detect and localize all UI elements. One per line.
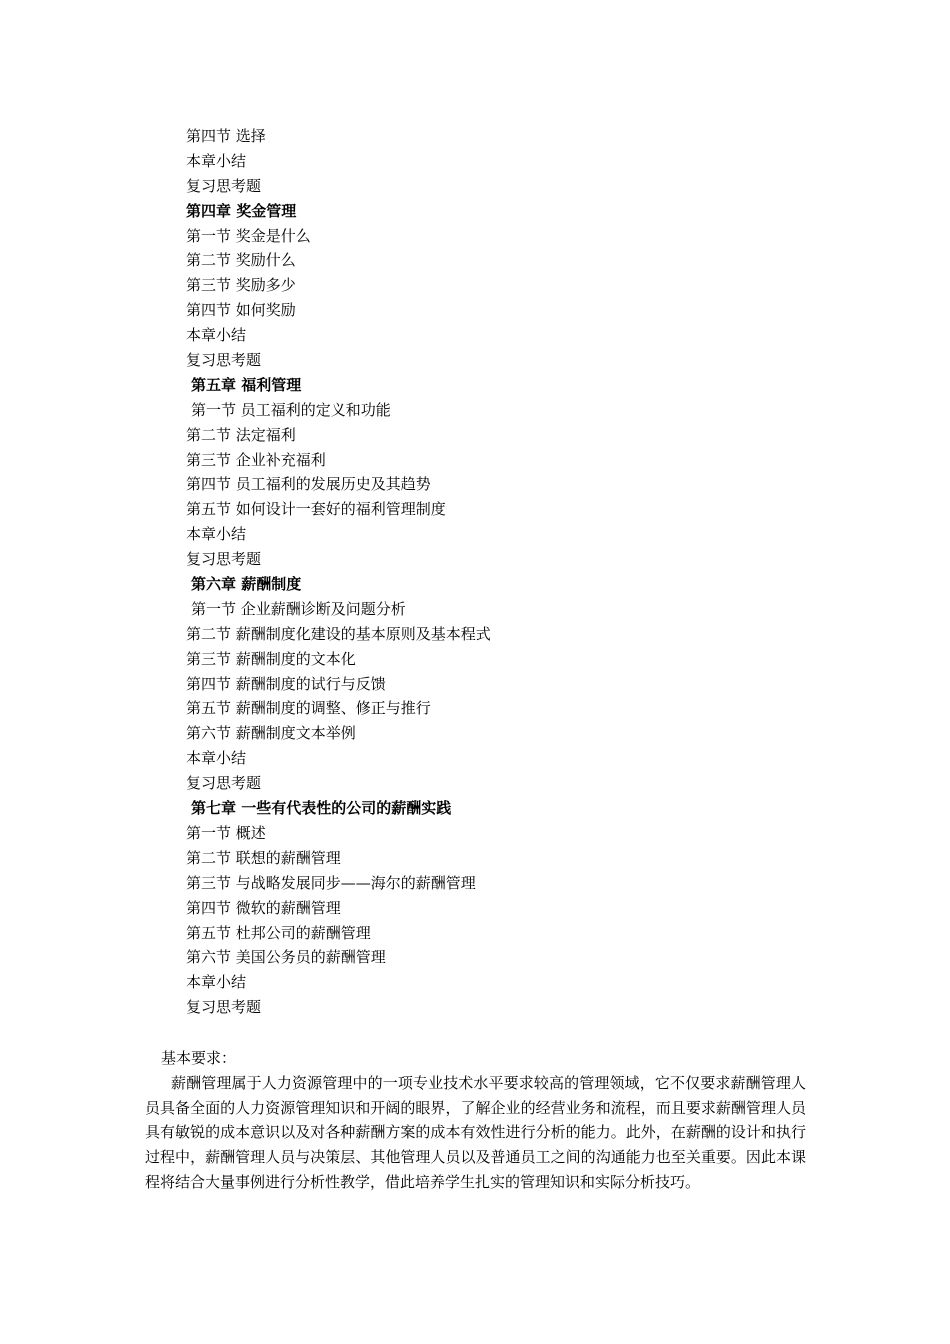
section-item: 第四节 员工福利的发展历史及其趋势 [186, 475, 431, 494]
table-of-contents [186, 124, 786, 1020]
section-item: 第五节 薪酬制度的调整、修正与推行 [186, 699, 431, 718]
section-item: 第一节 概述 [186, 823, 266, 842]
section-item: 第五节 杜邦公司的薪酬管理 [186, 923, 371, 942]
section-item: 本章小结 [186, 749, 247, 768]
section-item: 复习思考题 [186, 351, 262, 370]
basic-requirements [145, 1046, 806, 1195]
section-item: 第一节 奖金是什么 [186, 226, 311, 245]
section-item: 复习思考题 [186, 176, 262, 195]
section-item: 复习思考题 [186, 998, 262, 1017]
chapter-heading: 第六章 薪酬制度 [191, 575, 302, 594]
section-item: 第二节 奖励什么 [186, 251, 296, 270]
chapter-heading: 第四章 奖金管理 [186, 201, 297, 220]
section-item: 本章小结 [186, 973, 247, 992]
section-item: 第三节 企业补充福利 [186, 450, 326, 469]
section-item: 第二节 薪酬制度化建设的基本原则及基本程式 [186, 624, 491, 643]
section-item: 第一节 企业薪酬诊断及问题分析 [191, 599, 406, 618]
requirements-heading: 基本要求： [161, 1049, 237, 1067]
section-item: 第六节 薪酬制度文本举例 [186, 724, 356, 743]
section-item: 第三节 奖励多少 [186, 276, 296, 295]
section-item: 本章小结 [186, 151, 247, 170]
section-item: 第一节 员工福利的定义和功能 [191, 400, 391, 419]
section-item: 本章小结 [186, 525, 247, 544]
section-item: 第四节 微软的薪酬管理 [186, 898, 341, 917]
chapter-heading: 第五章 福利管理 [191, 375, 302, 394]
section-item: 复习思考题 [186, 774, 262, 793]
requirements-body: 薪酬管理属于人力资源管理中的一项专业技术水平要求较高的管理领域，它不仅要求薪酬管理人员具备全面的人力资源管理知识和开阔的眼界，了解企业的经营业务和流程，而且要求薪酬管理人员具有敏锐的成本意识以及对各种薪酬方案的成本有效性进行分析的能力。此外，在薪酬的设计和执行过程中，薪酬管理人员与决策层、其他管理人员以及普通员工之间的沟通能力也至关重要。因此本课程将结合大量事例进行分析性教学，借此培养学生扎实的管理知识和实际分析技巧。 [145, 1073, 806, 1191]
section-item: 复习思考题 [186, 550, 262, 569]
section-item: 第四节 薪酬制度的试行与反馈 [186, 674, 386, 693]
section-item: 第二节 法定福利 [186, 425, 296, 444]
section-item: 第三节 与战略发展同步——海尔的薪酬管理 [186, 873, 476, 892]
section-item: 第五节 如何设计一套好的福利管理制度 [186, 500, 446, 519]
section-item: 第四节 选择 [186, 127, 266, 145]
section-item: 本章小结 [186, 326, 247, 345]
section-item: 第三节 薪酬制度的文本化 [186, 649, 356, 668]
section-item: 第六节 美国公务员的薪酬管理 [186, 948, 386, 967]
section-item: 第四节 如何奖励 [186, 301, 296, 320]
section-item: 第二节 联想的薪酬管理 [186, 848, 341, 867]
chapter-heading: 第七章 一些有代表性的公司的薪酬实践 [191, 799, 452, 818]
